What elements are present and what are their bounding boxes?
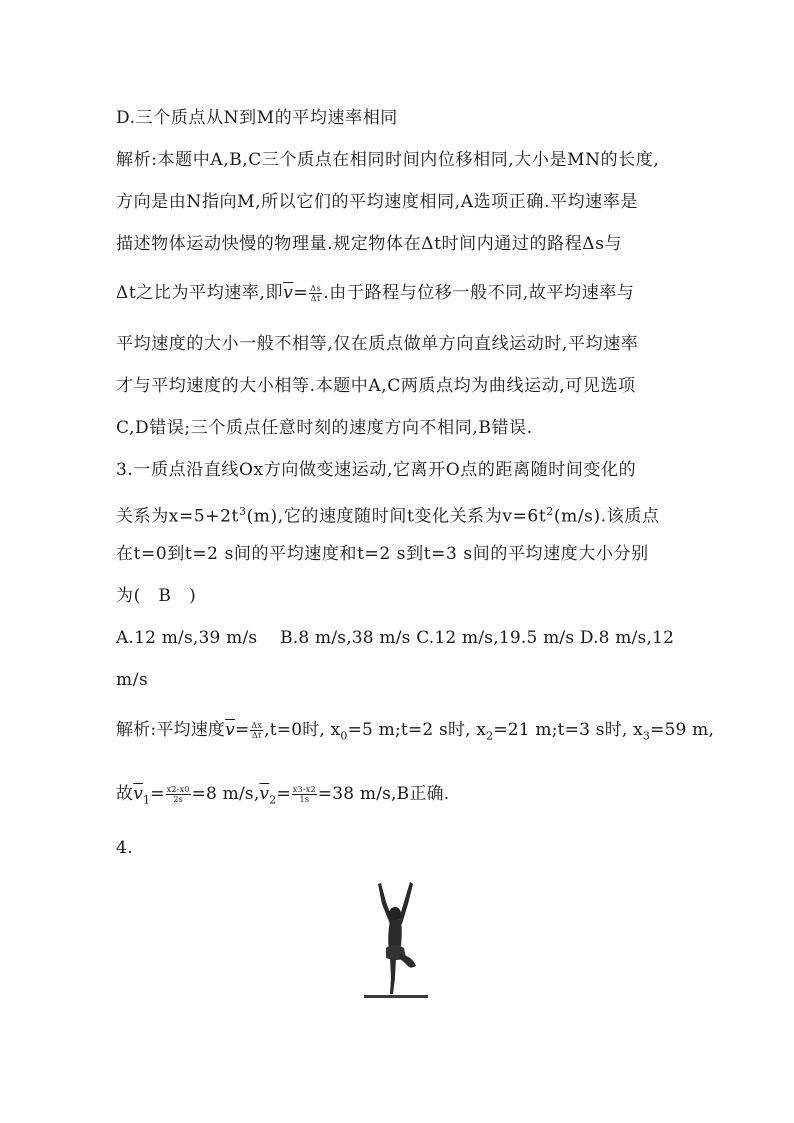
analysis-1-line-4: Δt之比为平均速率,即$\overline{v}=$ $\frac{\Delta s}{\Delta t}$ .由于路程与位移一般不同,故平均速率与 bbox=[116, 283, 635, 303]
subscript: 2 bbox=[269, 793, 277, 807]
text: Δt之比为平均速率,即 bbox=[116, 283, 284, 303]
avg-velocity-symbol: $\overline{v}$ bbox=[225, 720, 235, 740]
superscript: 2 bbox=[546, 505, 554, 518]
superscript: 3 bbox=[238, 505, 247, 518]
text: =21 m;t=3 s时, x bbox=[493, 720, 643, 740]
numerator: Δs bbox=[310, 284, 322, 293]
dancer-figure bbox=[360, 878, 432, 1002]
analysis-1-line-5: 平均速度的大小一般不相等,仅在质点做单方向直线运动时,平均速率 bbox=[116, 334, 639, 354]
question-4-label: 4. bbox=[116, 838, 134, 858]
subscript: 0 bbox=[340, 729, 348, 743]
analysis-1-line-1: 解析:本题中A,B,C三个质点在相同时间内位移相同,大小是MN的长度, bbox=[116, 150, 660, 170]
denominator: Δt bbox=[252, 731, 262, 740]
numerator: x3-x2 bbox=[292, 785, 316, 794]
fraction bbox=[292, 785, 317, 804]
fraction bbox=[309, 284, 322, 303]
analysis-1-line-6: 才与平均速度的大小相等.本题中A,C两质点均为曲线运动,可见选项 bbox=[116, 376, 636, 396]
denominator: Δt bbox=[310, 294, 321, 303]
text: 故 bbox=[116, 784, 134, 804]
text: =8 m/s, bbox=[191, 784, 260, 804]
subscript: 1 bbox=[143, 793, 151, 807]
text: =59 m, bbox=[650, 720, 715, 740]
text: 解析:平均速度 bbox=[116, 720, 226, 740]
avg-velocity-2-symbol: $\overline{v}$ bbox=[259, 784, 270, 804]
analysis-2-line-2: 故$\overline{v}_1=$ $\frac{x2-x0}{2s}$ =8 $m/s,\overline{v}_2=$ $\frac{x3-x2}{1s}$ =38 m/s,B正确. bbox=[116, 784, 450, 807]
subscript: 2 bbox=[486, 729, 494, 743]
text: =5 m;t=2 s时, x bbox=[347, 720, 487, 740]
fraction bbox=[250, 721, 263, 740]
q3-options-cont: m/s bbox=[116, 670, 149, 690]
subscript: 3 bbox=[642, 729, 651, 743]
q3-line-3: 在t=0到t=2 s间的平均速度和t=2 s到t=3 s间的平均速度大小分别 bbox=[116, 544, 649, 564]
q3-line-4: 为( B ) bbox=[116, 586, 197, 606]
numerator: x2-x0 bbox=[166, 785, 190, 794]
text: ,t=0时, x bbox=[264, 720, 341, 740]
fraction bbox=[166, 785, 191, 804]
analysis-1-line-7: C,D错误;三个质点任意时刻的速度方向不相同,B错误. bbox=[116, 418, 533, 438]
avg-velocity-1-symbol: $\overline{v}$ bbox=[133, 784, 144, 804]
q3-options: A.12 m/s,39 m/s B.8 m/s,38 m/s C.12 m/s,19.5 m/s D.8 m/s,12 bbox=[116, 628, 675, 648]
q3-line-2 bbox=[116, 500, 660, 529]
text: =38 m/s,B正确. bbox=[317, 784, 450, 804]
denominator: 1s bbox=[299, 795, 310, 804]
option-d: D.三个质点从N到M的平均速率相同 bbox=[116, 108, 398, 128]
text: (m),它的速度随时间t变化关系为v=6t bbox=[246, 506, 547, 527]
denominator: 2s bbox=[173, 795, 183, 804]
analysis-1-line-3: 描述物体运动快慢的物理量.规定物体在Δt时间内通过的路程Δs与 bbox=[116, 234, 623, 254]
numerator: Δx bbox=[251, 721, 263, 730]
analysis-1-line-2: 方向是由N指向M,所以它们的平均速度相同,A选项正确.平均速率是 bbox=[116, 192, 638, 212]
text: .由于路程与位移一般不同,故平均速率与 bbox=[323, 283, 635, 303]
q3-line-1: 3.一质点沿直线Ox方向做变速运动,它离开O点的距离随时间变化的 bbox=[116, 460, 637, 480]
text: 关系为x=5+2t bbox=[116, 506, 239, 527]
text: (m/s).该质点 bbox=[553, 506, 660, 527]
analysis-2-line-1: 解析:平均速度$\overline{v}=$ $\frac{\Delta x}{\Delta t}$ ,t=0时, $x_0=5$ m;t=2 s时, $x_2=21$ m;t=3 s时, $x_3=59$ m, bbox=[116, 720, 715, 743]
avg-speed-symbol: $\overline{v}$ bbox=[283, 283, 294, 303]
